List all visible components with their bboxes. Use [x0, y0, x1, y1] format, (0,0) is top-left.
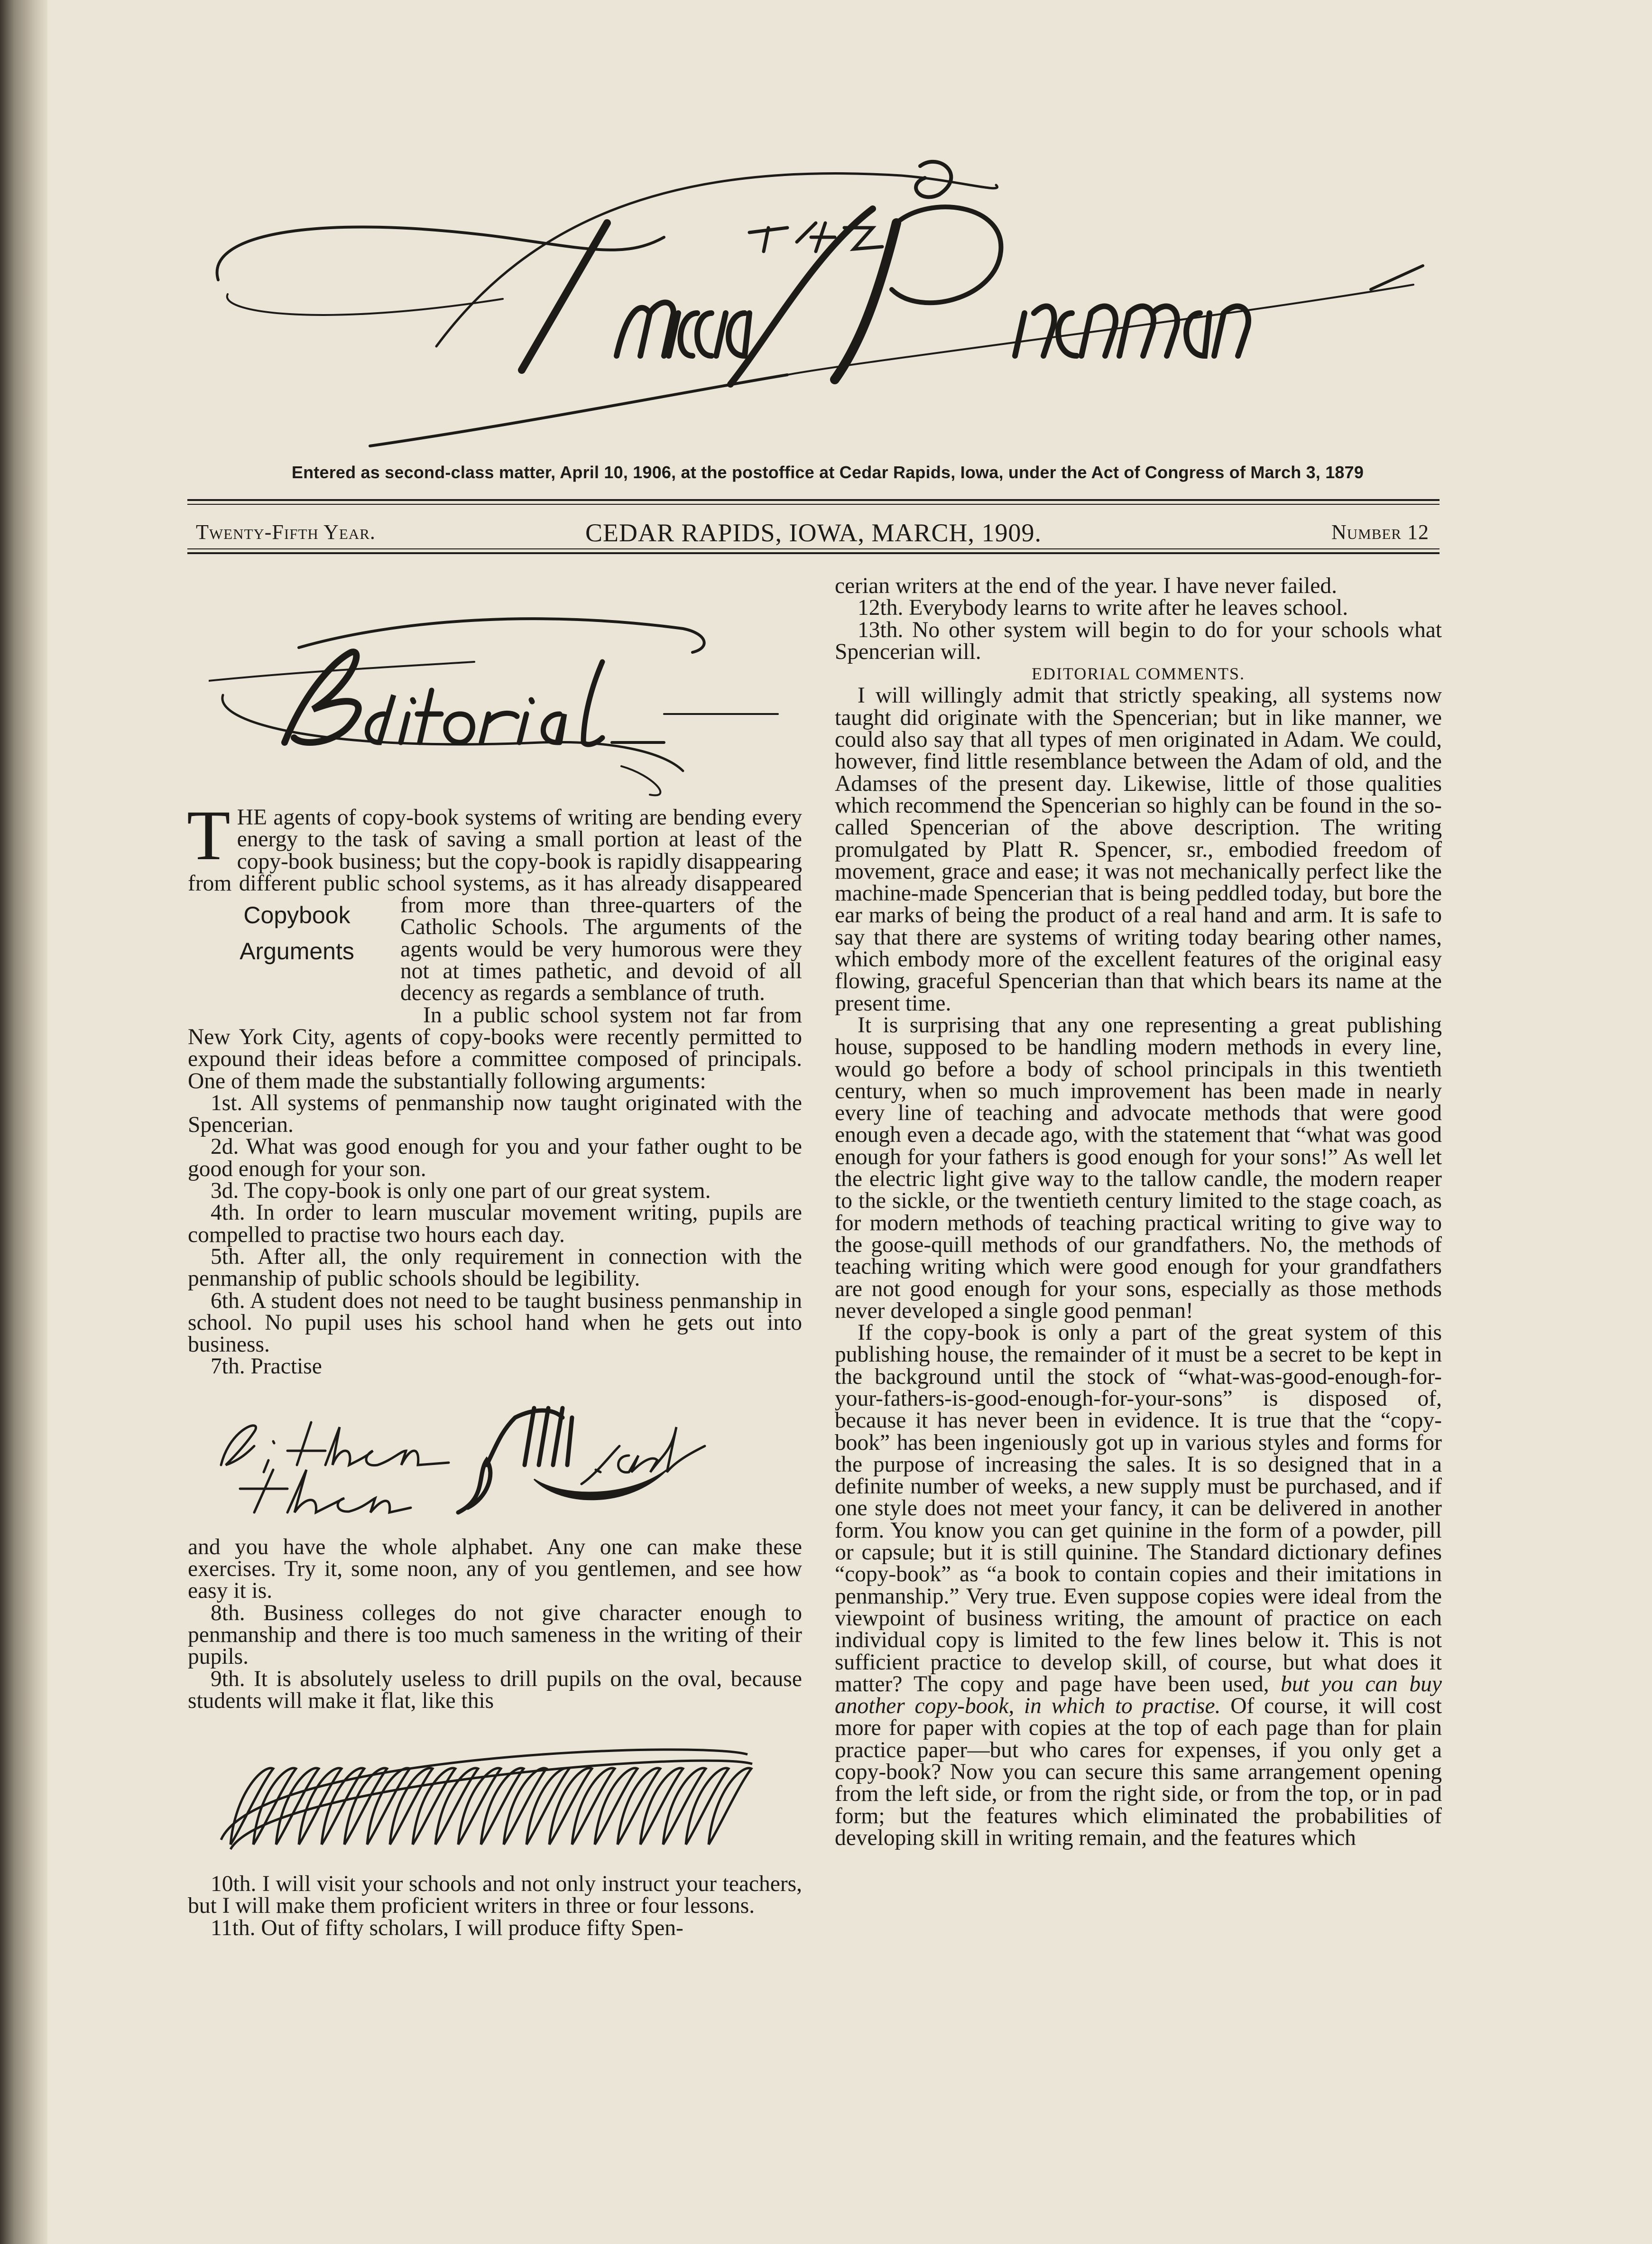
after-script-text: and you have the whole alphabet. Any one can make these exercises. Try it, some noon, any of you gentlemen, and see how easy it is.: [188, 1534, 802, 1604]
flat-oval-stroke: [481, 1768, 524, 1845]
book-gutter: [0, 0, 47, 2244]
flat-oval-stroke: [618, 1768, 660, 1845]
flat-oval-stroke: [504, 1768, 546, 1845]
entry-notice: Entered as second-class matter, April 10, 1906, at the postoffice at Cedar Rapids, Iowa, under the Act of Congress of March 3, 1879: [291, 463, 1364, 482]
flat-oval-stroke: [390, 1768, 433, 1845]
right-column: [835, 575, 1442, 1849]
argument-1: 1st. All systems of penmanship now taught originated with the Spencerian.: [188, 1090, 802, 1138]
intro-paragraph: [187, 796, 802, 1006]
flat-oval-stroke: [322, 1768, 364, 1845]
argument-7: 7th. Practise: [211, 1354, 322, 1379]
flat-oval-stroke: [709, 1768, 751, 1845]
argument-3: 3d. The copy-book is only one part of our great system.: [211, 1178, 711, 1204]
intro-text: HE agents of copy-book systems of writing are bending every energy to the task of saving a small portion at least of the copy-book business; but the copy-book is rapidly disappearing from different public school systems, as it has already disappeared from more than three-quarters: [188, 805, 802, 918]
flat-oval-stroke: [231, 1768, 273, 1845]
argument-8: 8th. Business colleges do not give character enough to penmanship and there is too much sameness in the writing of their pupils.: [188, 1600, 802, 1669]
side-heading-copybook: Copybook: [243, 902, 351, 929]
editorial-title: [209, 600, 787, 799]
drop-cap: T: [187, 796, 231, 875]
comment-paragraph-1: I will willingly admit that strictly speaking, all systems now taught did originate with the Spencerian; but in like manner, we could also say that all types of men originated in Adam. We could, however, find little resemblance between the Adam of old, and the Adamses of the present day. Likewise, little of those qualities which recommend the Spencerian so highly can be found in the so-called Spencerian of the above description. The writing promulgated by Platt R. Spencer, sr., embodied freedom of movement, grace and ease; it was not mechanically perfect like the machine-made Spencerian that is being peddled today, but bore the ear marks of being the product of a real hand and arm. It is safe to say that there are systems of writing today bearing other names, which embody more of the excellent features of the original easy flowing, graceful Spencerian than that which bears its name at the present time.: [835, 683, 1442, 1016]
rule-top-thin: [187, 504, 1440, 505]
argument-10: 10th. I will visit your schools and not only instruct your teachers, but I will make them proficient writers in three or four lessons.: [188, 1872, 802, 1919]
flat-oval-stroke: [572, 1768, 615, 1845]
argument-4: 4th. In order to learn muscular movement writing, pupils are compelled to practise two hours each day.: [188, 1200, 802, 1247]
dateline-number: Number 12: [1331, 520, 1429, 544]
comment-3-end: Of course, it will cost more for paper with copies at the top of each page than for plain practice paper—but who cares for expenses, if you only get a copy-book? Now you can secure this same arrangement opening from the left side, or from the right side, or from the top, or in pad form; but the features which eliminated the probabilities of developing skill in writing remain, and the features which: [835, 1694, 1442, 1850]
comment-paragraph-3: [835, 1322, 1442, 1849]
rule-bottom: [187, 552, 1440, 554]
flat-oval-stroke: [367, 1768, 410, 1845]
intro-text-rest: of the Catholic Schools. The arguments of the agents would be very humorous were they not at times pathetic, and devoid of all decency as regards a semblance of truth.: [400, 893, 802, 1006]
editorial-comments-heading: EDITORIAL COMMENTS.: [1032, 664, 1245, 684]
masthead-logo: [199, 157, 1428, 489]
argument-5: 5th. After all, the only requirement in connection with the penmanship of public schools should be legibility.: [188, 1244, 802, 1291]
flat-oval-stroke: [299, 1768, 341, 1845]
side-heading-arguments: Arguments: [240, 938, 354, 965]
comment-3-text: If the copy-book is only a part of the great system of this publishing house, the remainder of it must be a secret to be kept in the background until the stock of “what-was-good-enough-for-your-fathers-is-good-enough-for-your-sons” is disposed of, because it has never been in evidence. It is true that the “copy-book” has been ingeniously got up in various styles and forms for the purpose of increasing the sales. It is so designed that in a definite number of weeks, a new supply must be purchased, and if one style does not meet your fancy, it can be delivered in another form. You know you can get quinine in the form of a powder, pill or capsule; but it is still quinine. The Standard dictionary defines “copy-book” as “a book to contain copies and their imitations in penmanship.” Very true. Even suppose copies were ideal from the viewpoint of business writing, the amount of practice on each individual copy is limited to the few lines below it. This is not sufficient practice to develop skill, of course, but what does it matter? The copy and page have been used,: [835, 1320, 1442, 1697]
left-column: [187, 796, 802, 1940]
flat-oval-stroke: [686, 1768, 729, 1845]
masthead-title-text: American Penman: [789, 362, 833, 367]
flat-oval-stroke: [549, 1768, 592, 1845]
dateline-place-date: CEDAR RAPIDS, IOWA, MARCH, 1909.: [585, 519, 1042, 547]
comment-paragraph-2: It is surprising that any one representing a great publishing house, supposed to be handling modern methods in every line, would go before a body of school principals in this twentieth century, when so much improvement has been made in nearly every line of teaching and advocate methods that were good enough even a decade ago, with the statement that “what was good enough for your fathers is good enough for your sons!” As well let the electric light give way to the tallow candle, the modern reaper to the sickle, or the twentieth century limited to the stage coach, as for modern methods of teaching practical writing to give way to the goose-quill methods of our grandfathers. No, the methods of teaching writing which were good enough for your grandfathers are not good enough for your sons, especially as those methods never developed a single good penman!: [835, 1012, 1442, 1323]
argument-13: 13th. No other system will begin to do for your schools what Spencerian will.: [835, 617, 1442, 664]
argument-9: 9th. It is absolutely useless to drill pupils on the oval, because students will make it flat, like this: [188, 1666, 802, 1713]
flat-oval-stroke: [595, 1768, 637, 1845]
flat-oval-stroke: [276, 1768, 319, 1845]
argument-12: 12th. Everybody learns to write after he leaves school.: [858, 595, 1348, 621]
dateline: [187, 518, 1440, 547]
side-heading: [202, 897, 392, 1016]
flat-oval-stroke: [640, 1768, 683, 1845]
para-new-york: In a public school system not far from New York City, agents of copy-books were recently permitted to expound their ideas before a committee composed of principals. One of them made the substantially following arguments:: [188, 1002, 802, 1094]
flat-ovals-illustration: [202, 1735, 771, 1854]
dateline-year: Twenty-Fifth Year.: [196, 520, 376, 544]
practise-script-illustration: [202, 1389, 790, 1527]
rule-top: [187, 499, 1440, 501]
argument-6: 6th. A student does not need to be taught business penmanship in school. No pupil uses his school hand when he gets out into business.: [188, 1288, 802, 1357]
flat-oval-stroke: [663, 1768, 706, 1845]
flat-oval-stroke: [526, 1768, 569, 1845]
argument-11-continued: cerian writers at the end of the year. I have never failed.: [835, 574, 1337, 598]
flat-oval-stroke: [413, 1768, 455, 1845]
comment-3-italic: but you can buy another copy-book, in which to practise.: [835, 1671, 1442, 1719]
rule-bottom-thin: [187, 548, 1440, 549]
argument-2: 2d. What was good enough for you and your father ought to be good enough for your son.: [188, 1134, 802, 1181]
argument-11: 11th. Out of fifty scholars, I will produce fifty Spen-: [211, 1915, 683, 1940]
